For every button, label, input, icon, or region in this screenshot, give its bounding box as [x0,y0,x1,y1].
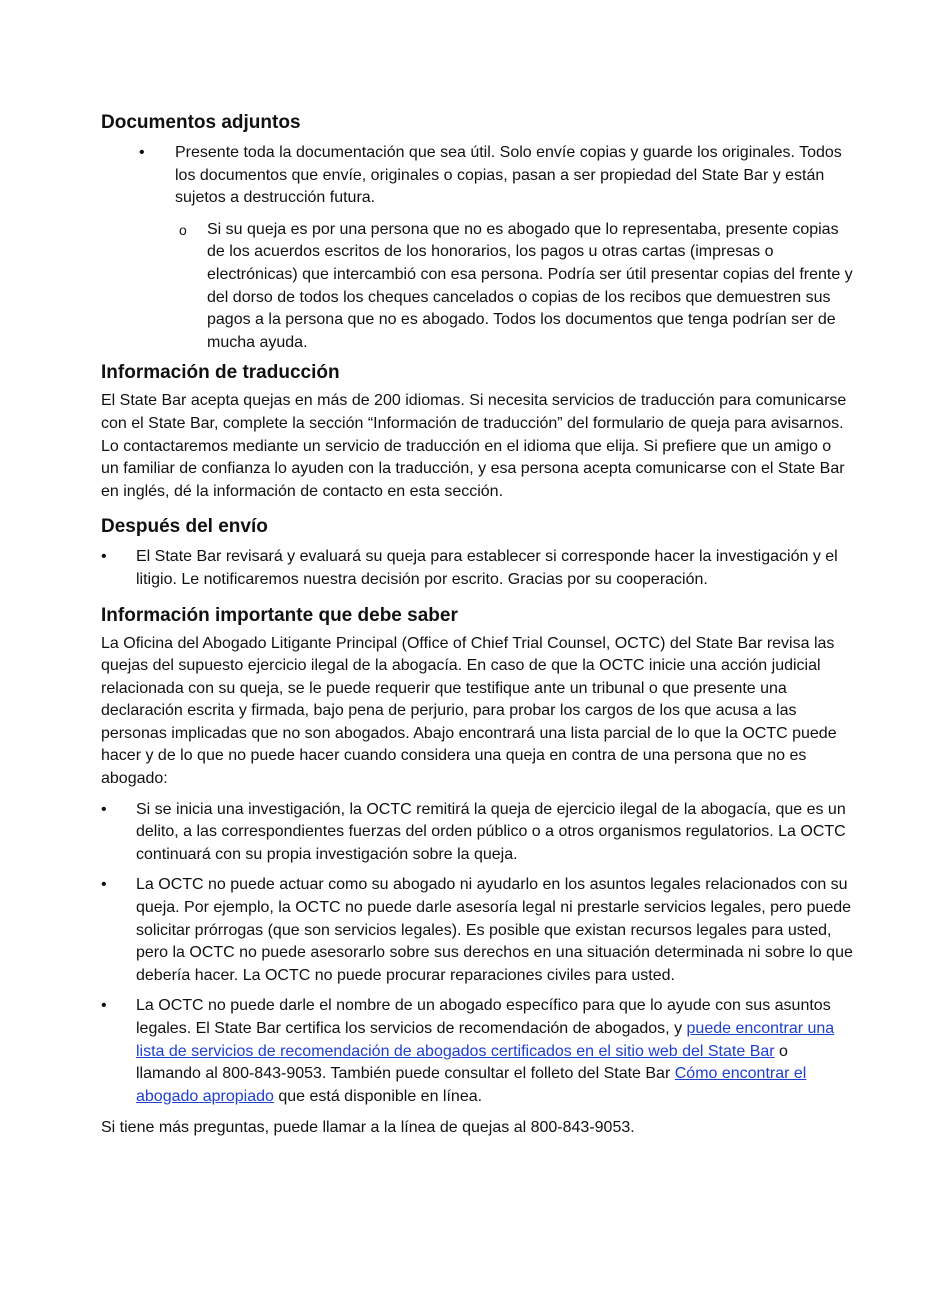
bullet-text: El State Bar revisará y evaluará su queja para establecer si corresponde hacer la investigación y el litigio. Le notificaremos nuestra decisión por escrito. Gracias por su cooperación. [136,548,838,588]
translation-paragraph: El State Bar acepta quejas en más de 200 idiomas. Si necesita servicios de traducción para comunicarse con el State Bar, complete la sección “Información de traducción” del formulario de queja para avisarnos. Lo contactaremos mediante un servicio de traducción en el idioma que elija. Si prefiere que un amigo o un familiar de confianza lo ayuden con la traducción, y esa persona acepta comunicarse con el State Bar en inglés, dé la información de contacto en esta sección. [101,392,847,500]
list-item [101,546,853,591]
important-paragraph: La Oficina del Abogado Litigante Principal (Office of Chief Trial Counsel, OCTC) del State Bar revisa las quejas del supuesto ejercicio ilegal de la abogacía. En caso de que la OCTC inicie una acción judicial relacionada con su queja, se le puede requerir que testifique ante un tribunal o que presente una declaración escrita y firmada, bajo pena de perjurio, para probar los cargos de los que acusa a las personas implicadas que no son abogados. Abajo encontrará una lista parcial de lo que la OCTC puede hacer y de lo que no puede hacer cuando considera una queja en contra de una persona que no es abogado: [101,634,837,788]
bullet-text: Presente toda la documentación que sea útil. Solo envíe copias y guarde los originales. Todos los documentos que envíe, originales o copias, pasan a ser propiedad del State Bar y están sujetos a destrucción futura. [175,144,842,207]
list-item [101,995,853,1108]
list-item [101,142,853,210]
heading-despues-envio: Después del envío [101,516,268,538]
document-page [101,108,853,1140]
bullet-icon: • [101,876,107,894]
bullet-text-part3: que está disponible en línea. [273,1087,483,1105]
list-item [101,874,853,987]
closing-paragraph: Si tiene más preguntas, puede llamar a la línea de quejas al 800-843-9053. [101,1119,635,1137]
sub-bullet-icon: o [179,221,187,238]
bullet-text-part2: o llamando al 800-843-9053. También puede consultar el folleto del State Bar [136,1042,788,1083]
bullet-text-part1: La OCTC no puede darle el nombre de un abogado específico para que lo ayude con sus asuntos legales. El State Bar certifica los servicios de recomendación de abogados, y [136,997,831,1037]
bullet-icon: • [101,548,107,566]
bullet-icon: • [101,997,107,1015]
list-item [101,799,853,867]
bullet-text [136,997,834,1104]
bullet-text: Si se inicia una investigación, la OCTC remitirá la queja de ejercicio ilegal de la abogacía, que es un delito, a las correspondientes fuerzas del orden público o a otros organismos regulatorios. La OCTC continuará con su propia investigación sobre la queja. [136,800,846,863]
bullet-text: La OCTC no puede actuar como su abogado ni ayudarlo en los asuntos legales relacionados con su queja. Por ejemplo, la OCTC no puede darle asesoría legal ni prestarle servicios legales, pero puede solicitar prórrogas (que son servicios legales). Es posible que existan recursos legales para usted, pero la OCTC no puede asesorarlo sobre sus derechos en una situación determinada ni sobre lo que debería hacer. La OCTC no puede procurar reparaciones civiles para usted. [136,876,853,984]
lawyer-referral-services-link[interactable]: puede encontrar una lista de servicios de recomendación de abogados certificados en el sitio web del State Bar [136,1020,835,1060]
bullet-icon: • [101,800,107,818]
sub-bullet-text: Si su queja es por una persona que no es abogado que lo representaba, presente copias de los acuerdos escritos de los honorarios, los pagos u otras cartas (impresas o electrónicas) que intercambió con esa persona. Podría ser útil presentar copias del frente y del dorso de todos los cheques cancelados o copias de los recibos que demuestren sus pagos a la persona que no es abogado. Todos los documentos que tenga podrían ser de mucha ayuda. [207,220,853,351]
heading-documentos-adjuntos: Documentos adjuntos [101,112,301,133]
bullet-icon: • [139,144,145,161]
find-right-lawyer-link[interactable]: Cómo encontrar el abogado apropiado [136,1065,807,1105]
list-item [101,219,853,355]
heading-informacion-traduccion: Información de traducción [101,362,340,384]
heading-informacion-importante: Información importante que debe saber [101,604,458,626]
